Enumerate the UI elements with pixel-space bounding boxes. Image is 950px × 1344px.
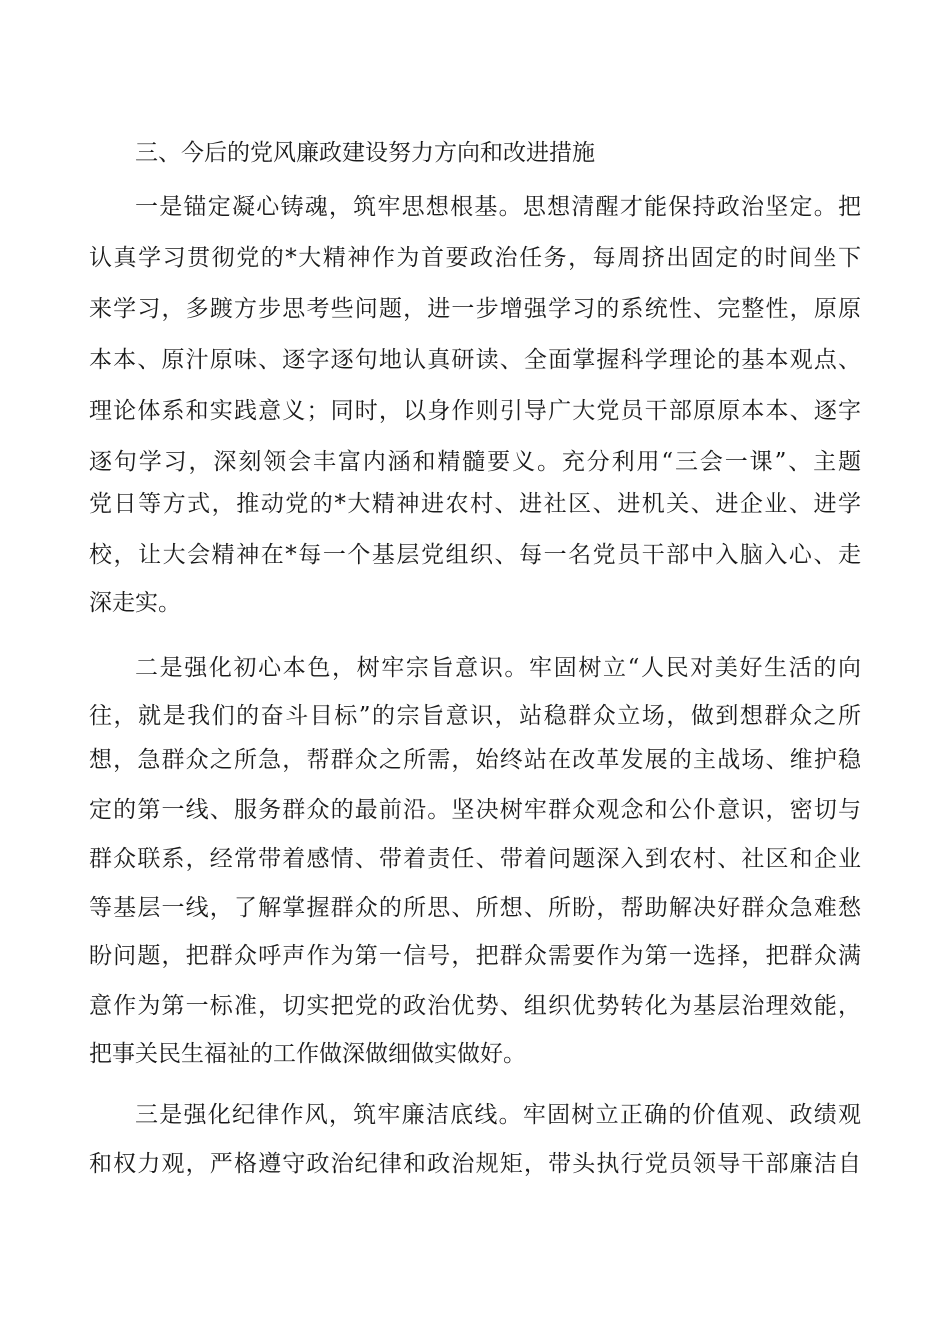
paragraph-line: 群众联系，经常带着感情、带着责任、带着问题深入到农村、社区和企业 [89,846,861,872]
paragraph-line: 逐句学习，深刻领会丰富内涵和精髓要义。充分利用“三会一课”、主题 [89,449,861,475]
paragraph-line: 校，让大会精神在*每一个基层党组织、每一名党员干部中入脑入心、走 [89,542,861,568]
paragraph-line: 一是锚定凝心铸魂，筑牢思想根基。思想清醒才能保持政治坚定。把 [135,194,861,220]
paragraph-line: 盼问题，把群众呼声作为第一信号，把群众需要作为第一选择，把群众满 [89,943,861,969]
paragraph-line: 意作为第一标准，切实把党的政治优势、组织优势转化为基层治理效能， [89,993,861,1019]
paragraph-line: 往，就是我们的奋斗目标”的宗旨意识，站稳群众立场，做到想群众之所 [89,703,861,729]
section-heading: 三、今后的党风廉政建设努力方向和改进措施 [135,140,595,166]
paragraph-line: 二是强化初心本色，树牢宗旨意识。牢固树立“人民对美好生活的向 [135,655,861,681]
paragraph-line: 把事关民生福祉的工作做深做细做实做好。 [89,1041,526,1067]
paragraph-line: 来学习，多踱方步思考些问题，进一步增强学习的系统性、完整性，原原 [89,296,861,322]
paragraph-line: 想，急群众之所急，帮群众之所需，始终站在改革发展的主战场、维护稳 [89,747,861,773]
paragraph-line: 和权力观，严格遵守政治纪律和政治规矩，带头执行党员领导干部廉洁自 [89,1151,861,1177]
paragraph-line: 理论体系和实践意义；同时，以身作则引导广大党员干部原原本本、逐字 [89,398,861,424]
paragraph-line: 认真学习贯彻党的*大精神作为首要政治任务，每周挤出固定的时间坐下 [89,245,861,271]
paragraph-line: 本本、原汁原味、逐字逐句地认真研读、全面掌握科学理论的基本观点、 [89,347,861,373]
paragraph-line: 党日等方式，推动党的*大精神进农村、进社区、进机关、进企业、进学 [89,491,861,517]
paragraph-line: 等基层一线，了解掌握群众的所思、所想、所盼，帮助解决好群众急难愁 [89,895,861,921]
paragraph-line: 深走实。 [89,590,181,616]
paragraph-line: 三是强化纪律作风，筑牢廉洁底线。牢固树立正确的价值观、政绩观 [135,1102,861,1128]
paragraph-line: 定的第一线、服务群众的最前沿。坚决树牢群众观念和公仆意识，密切与 [89,797,861,823]
